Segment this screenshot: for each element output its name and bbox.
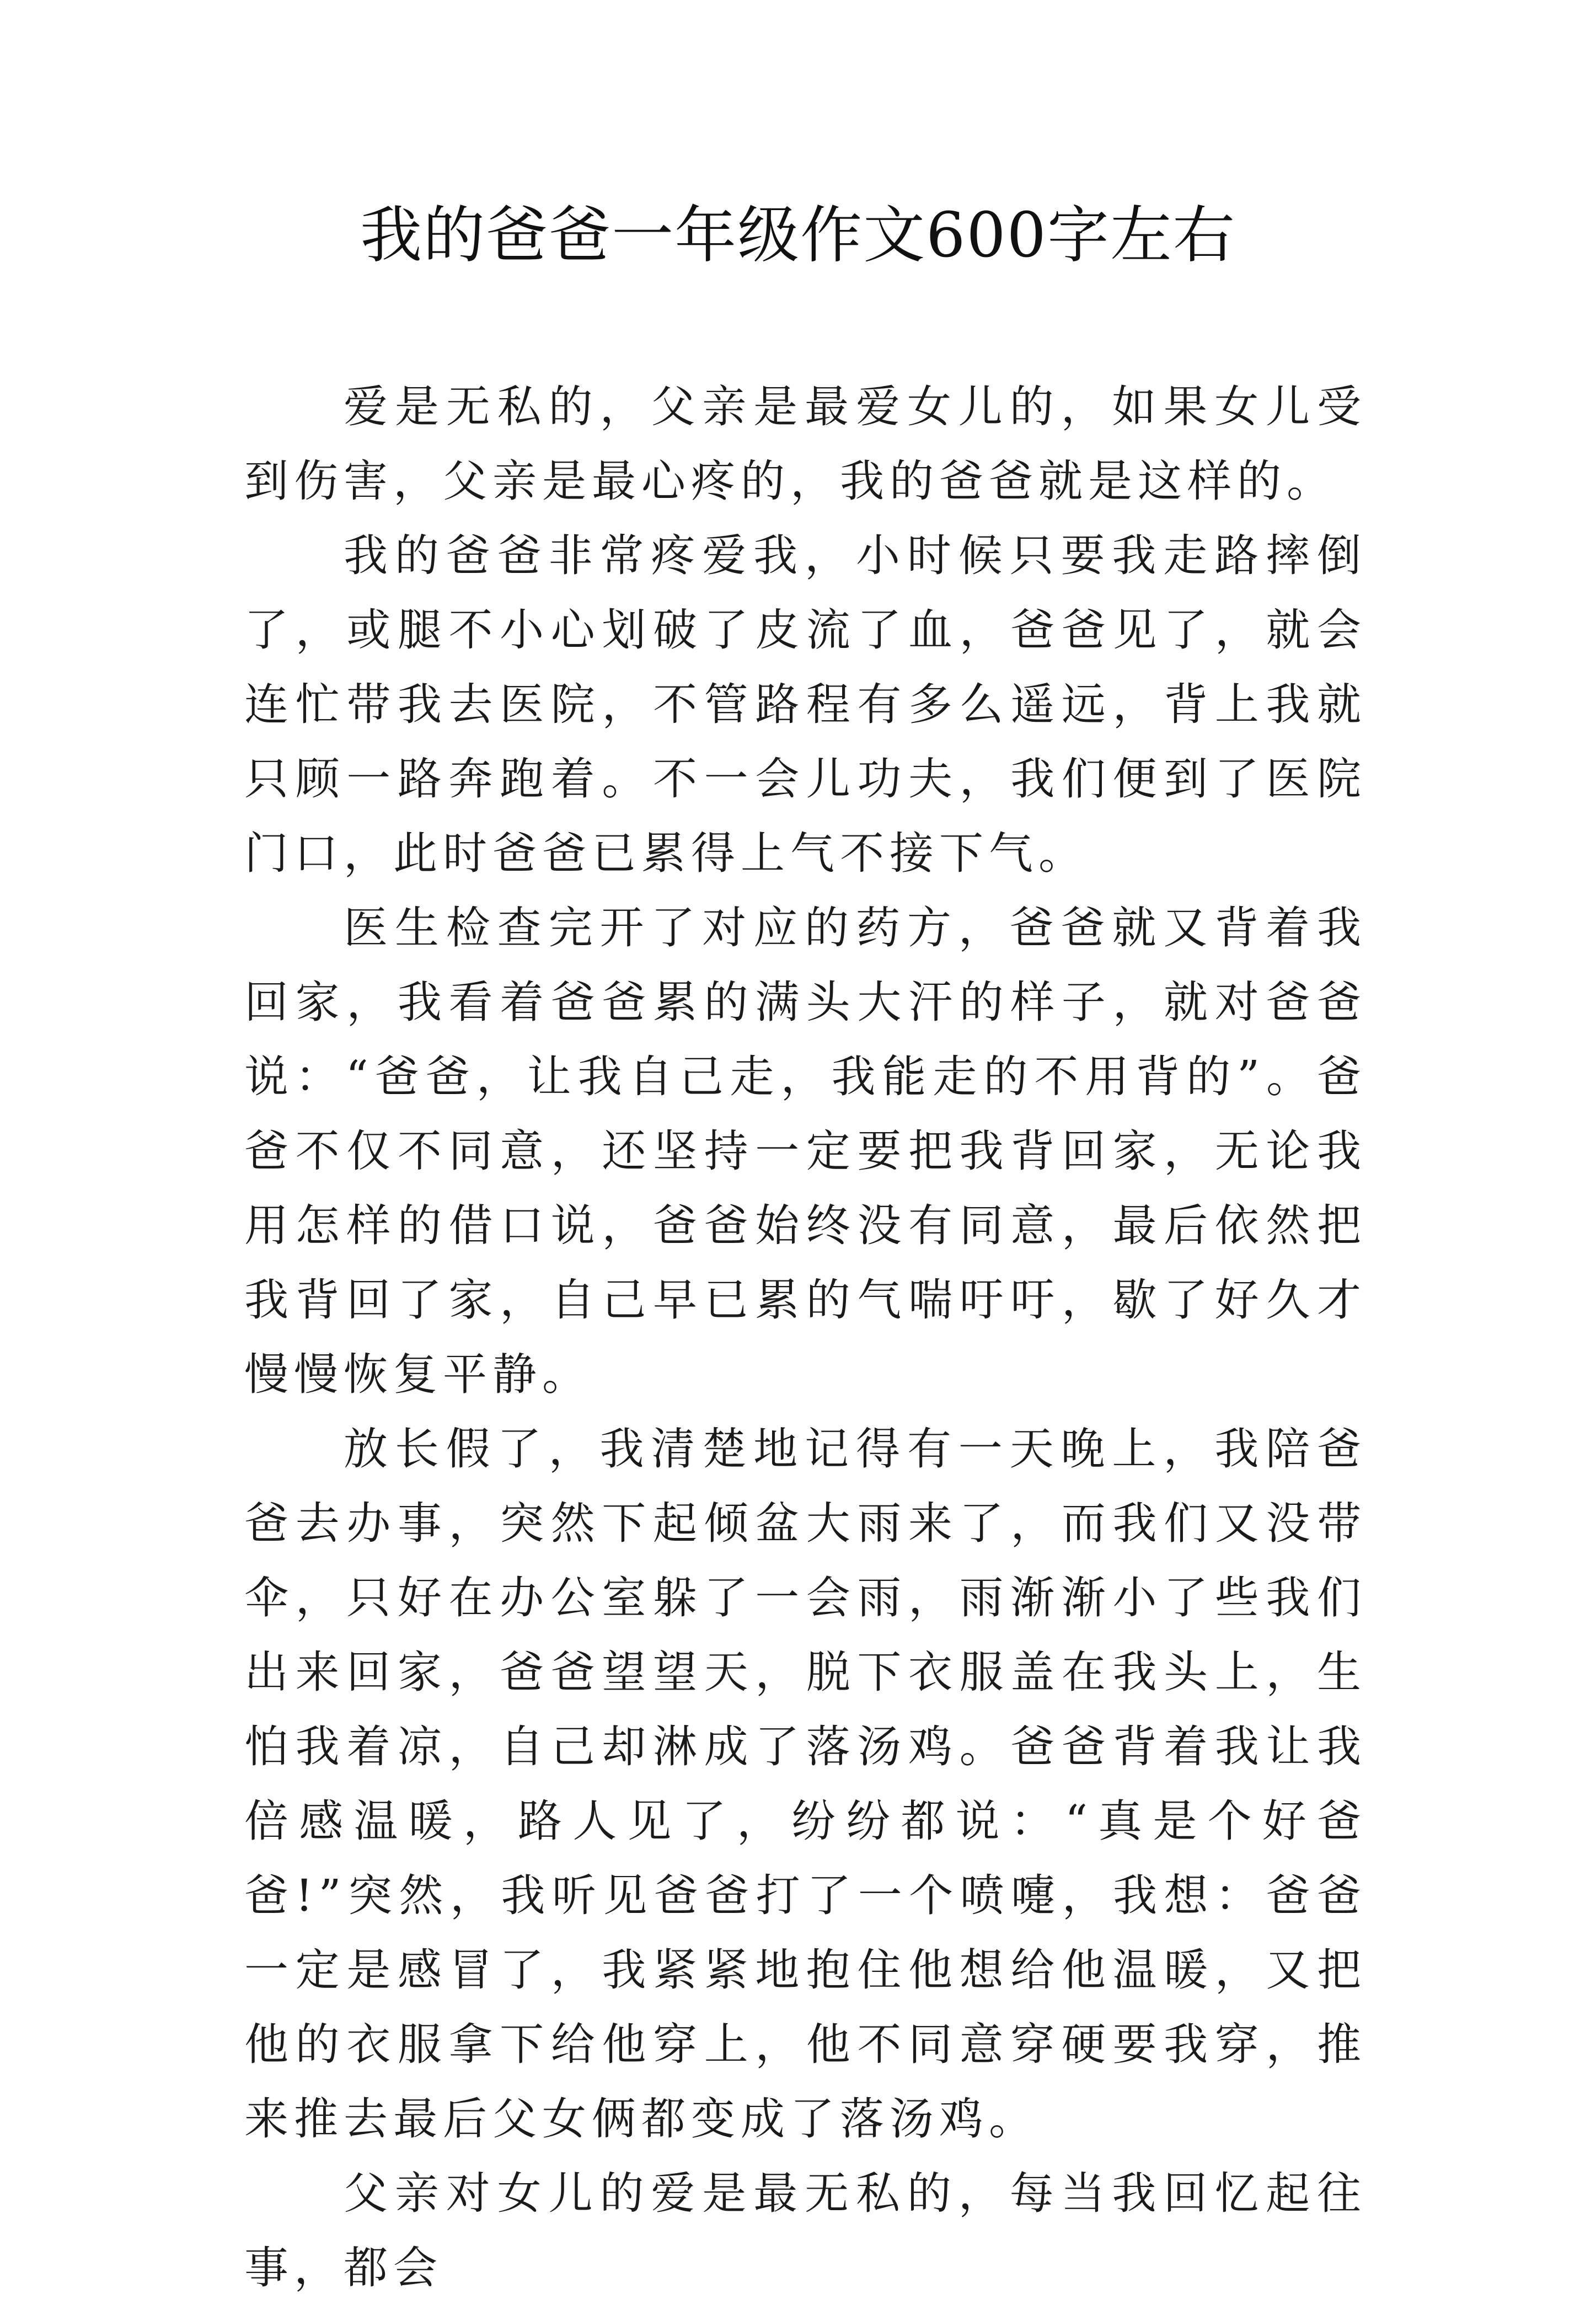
paragraph-5: 父亲对女儿的爱是最无私的，每当我回忆起往事，都会 <box>244 2168 1367 2293</box>
document-title: 我的爸爸一年级作文600字左右 <box>360 200 1236 271</box>
paragraph-2: 我的爸爸非常疼爱我，小时候只要我走路摔倒了，或腿不小心划破了皮流了血，爸爸见了，就会连忙带我去医院，不管路程有多么遥远，背上我就只顾一路奔跑着。不一会儿功夫，我们便到了医院门口，此时爸爸已累得上气不接下气。 <box>244 530 1367 879</box>
paragraph-4: 放长假了，我清楚地记得有一天晚上，我陪爸爸去办事，突然下起倾盆大雨来了，而我们又没带伞，只好在办公室躲了一会雨，雨渐渐小了些我们出来回家，爸爸望望天，脱下衣服盖在我头上，生怕我着凉，自己却淋成了落汤鸡。爸爸背着我让我倍感温暖，路人见了，纷纷都说：“真是个好爸爸!”突然，我听见爸爸打了一个喷嚏，我想：爸爸一定是感冒了，我紧紧地抱住他想给他温暖，又把他的衣服拿下给他穿上，他不同意穿硬要我穿，推来推去最后父女俩都变成了落汤鸡。 <box>244 1423 1367 2145</box>
paragraph-1: 爱是无私的，父亲是最爱女儿的，如果女儿受到伤害，父亲是最心疼的，我的爸爸就是这样的。 <box>244 381 1367 507</box>
paragraph-3: 医生检查完开了对应的药方，爸爸就又背着我回家，我看着爸爸累的满头大汗的样子，就对爸爸说：“爸爸，让我自己走，我能走的不用背的”。爸爸不仅不同意，还坚持一定要把我背回家，无论我用怎样的借口说，爸爸始终没有同意，最后依然把我背回了家，自己早已累的气喘吁吁，歇了好久才慢慢恢复平静。 <box>244 902 1367 1400</box>
document-body <box>244 369 1367 2305</box>
